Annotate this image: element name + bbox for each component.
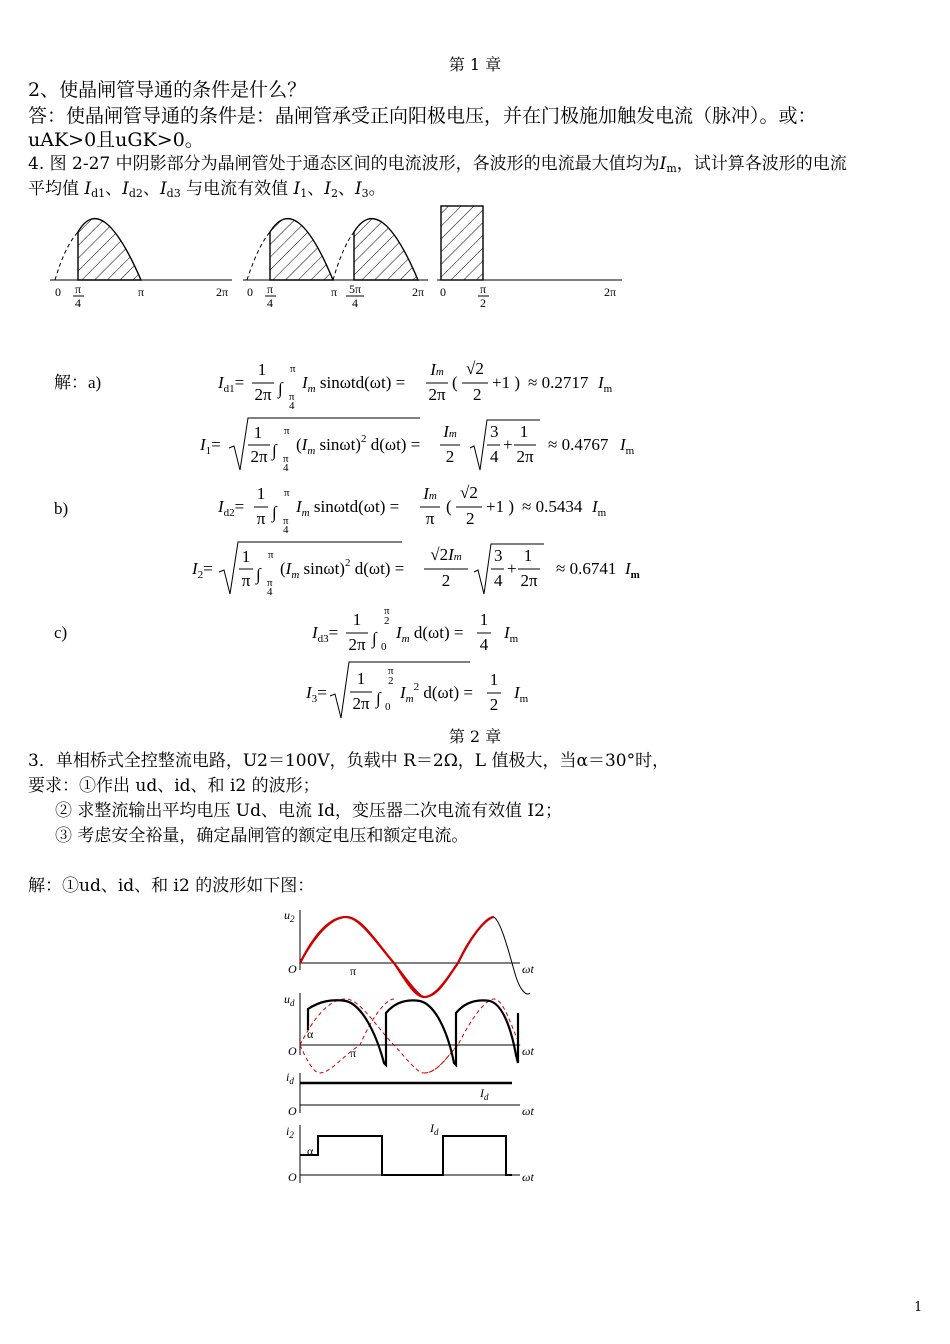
svg-text:π: π — [350, 1046, 357, 1060]
svg-text:2π: 2π — [215, 285, 229, 299]
svg-text:4: 4 — [352, 296, 358, 310]
svg-text:4: 4 — [283, 462, 289, 474]
question-4-line-2: 平均值 $I_{d1}$、$I_{d2}$、$I_{d3}$ 与电流有效值 $I_1$、$I_2$、$I_3$。 — [28, 179, 386, 200]
svg-text:0: 0 — [440, 285, 446, 299]
svg-text:1: 1 — [519, 422, 529, 441]
svg-text:Id: $I_d$ — [480, 1086, 489, 1102]
svg-text:2: 2 — [384, 615, 390, 627]
svg-text:2π: 2π — [516, 447, 534, 466]
svg-text:I2=: $I_2=$ — [192, 559, 213, 581]
svg-text:5π: 5π — [348, 282, 362, 296]
svg-text:π: π — [384, 605, 390, 617]
chapter-1-heading: 第 1 章 — [448, 55, 502, 74]
svg-text:Im: $I_m$ — [620, 435, 635, 457]
svg-text:2: 2 — [445, 447, 455, 466]
svg-text:2: 2 — [480, 296, 486, 310]
waveform-panel-a — [50, 219, 232, 310]
svg-text:4: 4 — [494, 571, 503, 590]
svg-text:1: 1 — [523, 546, 533, 565]
svg-text:O: O — [288, 1044, 297, 1058]
svg-text:4: 4 — [490, 447, 499, 466]
svg-text:π: π — [284, 487, 290, 499]
svg-text:1: 1 — [489, 670, 499, 689]
svg-text:O: O — [288, 962, 297, 976]
equation-i3 — [305, 662, 529, 718]
svg-text:O: O — [288, 1170, 297, 1184]
svg-text:π: π — [425, 509, 435, 528]
svg-text:4: 4 — [267, 296, 273, 310]
equation-id1 — [217, 359, 613, 412]
svg-text:2π: 2π — [520, 571, 538, 590]
svg-text:u2: $u_2$ — [284, 908, 295, 924]
svg-text:4: 4 — [267, 586, 273, 598]
svg-text:2π: 2π — [348, 635, 366, 654]
svg-text:≈ 0.2717: ≈ 0.2717 — [528, 373, 589, 392]
solution-label-a: 解：a) — [54, 373, 102, 392]
svg-text:2π: 2π — [250, 447, 268, 466]
svg-text:∫: ∫ — [272, 503, 277, 522]
svg-text:Im: $I_m$ — [625, 559, 640, 581]
svg-text:Im: $I_m$ — [598, 373, 613, 395]
svg-text:π: π — [283, 453, 289, 465]
svg-text:α: α — [307, 1144, 314, 1158]
svg-text:1: 1 — [479, 610, 489, 629]
svg-text:π: π — [330, 285, 338, 299]
svg-text:Id2=: $I_{d2}=$ — [218, 497, 245, 519]
question-3-line-3: ② 求整流输出平均电压 Ud、电流 Id，变压器二次电流有效值 I2； — [55, 801, 562, 821]
svg-text:+1 ): +1 ) — [486, 497, 514, 516]
svg-text:π: π — [267, 577, 273, 589]
svg-text:2π: 2π — [428, 385, 446, 404]
answer-2-line-1: 答：使晶闸管导通的条件是：晶闸管承受正向阳极电压，并在门极施加触发电流（脉冲）。或： — [28, 105, 817, 127]
svg-text:∫: ∫ — [256, 565, 261, 584]
svg-text:π: π — [137, 285, 145, 299]
svg-text:π: π — [350, 964, 357, 978]
svg-text:π: π — [479, 282, 487, 296]
svg-text:Id1=: $I_{d1}=$ — [218, 373, 245, 395]
question-3-line-1: 3．单相桥式全控整流电路，U2＝100V，负载中 R＝2Ω，L 值极大，当α＝30°时， — [28, 751, 670, 771]
svg-text:π: π — [266, 282, 274, 296]
equation-i2 — [191, 542, 640, 598]
svg-text:∫: ∫ — [272, 441, 277, 460]
svg-text:Im: Im — [430, 360, 444, 379]
waveform-i2 — [286, 1121, 534, 1184]
svg-text:π: π — [283, 515, 289, 527]
equation-i1 — [199, 418, 635, 474]
svg-text:∫: ∫ — [376, 689, 381, 708]
svg-text:(Im sinωt)2 d(ωt) =: ($I_m$ sinωt)$^2$ d(ωt) = — [296, 433, 421, 457]
svg-text:Im: $I_m$ — [592, 497, 607, 519]
svg-text:+: + — [503, 435, 513, 454]
svg-text:π: π — [388, 665, 394, 677]
solution-label-c: c) — [54, 623, 68, 642]
svg-text:π: π — [256, 509, 266, 528]
svg-text:i2: $i_2$ — [286, 1124, 294, 1140]
svg-text:(Im sinωt)2 d(ωt) =: ($I_m$ sinωt)$^2$ d(ωt) = — [280, 557, 405, 581]
svg-text:Im sinωtd(ωt) =: $I_m$ sinωtd(ωt) = — [302, 373, 406, 395]
rectifier-waveforms — [0, 905, 950, 1195]
svg-text:π: π — [290, 363, 296, 375]
svg-text:1: 1 — [257, 360, 267, 379]
solution-label-b: b) — [54, 499, 69, 518]
svg-text:2π: 2π — [411, 285, 425, 299]
svg-text:0: 0 — [385, 701, 391, 713]
svg-text:(: ( — [446, 497, 452, 516]
svg-text:≈ 0.4767: ≈ 0.4767 — [548, 435, 609, 454]
question-2: 2、使晶闸管导通的条件是什么？ — [28, 79, 307, 101]
svg-text:4: 4 — [283, 524, 289, 536]
svg-text:π: π — [268, 549, 274, 561]
svg-text:Im d(ωt) =: $I_m$ d(ωt) = — [396, 623, 464, 645]
svg-text:√2: √2 — [460, 483, 478, 502]
svg-text:1: 1 — [352, 610, 362, 629]
page-number: 1 — [914, 1300, 923, 1315]
svg-text:0: 0 — [55, 285, 61, 299]
svg-text:4: 4 — [289, 400, 295, 412]
svg-text:+: + — [507, 559, 517, 578]
svg-text:2: 2 — [466, 509, 475, 528]
svg-text:π: π — [284, 425, 290, 437]
svg-text:ωt: ωt — [522, 962, 534, 976]
svg-text:2: 2 — [489, 695, 499, 714]
svg-text:0: 0 — [247, 285, 253, 299]
svg-text:1: 1 — [241, 547, 251, 566]
equation-id3 — [311, 605, 519, 654]
svg-text:4: 4 — [479, 635, 489, 654]
chapter-2-heading: 第 2 章 — [448, 727, 502, 746]
svg-text:√2: √2 — [466, 359, 484, 378]
svg-text:3: 3 — [494, 546, 503, 565]
svg-text:π: π — [241, 571, 251, 590]
solution-equations — [0, 350, 950, 720]
svg-text:Im2 d(ωt) =: $I_m^2$ d(ωt) = — [400, 681, 473, 705]
svg-text:∫: ∫ — [372, 629, 377, 648]
svg-text:4: 4 — [75, 296, 81, 310]
answer-2-line-2: uAK>0且uGK>0。 — [28, 129, 204, 151]
svg-text:Id: $I_d$ — [430, 1121, 439, 1137]
answer-3-intro: 解：①ud、id、和 i2 的波形如下图： — [28, 876, 315, 896]
svg-text:α: α — [307, 1027, 314, 1041]
svg-text:3: 3 — [490, 422, 499, 441]
svg-text:≈ 0.6741: ≈ 0.6741 — [556, 559, 617, 578]
svg-text:0: 0 — [381, 641, 387, 653]
svg-text:ωt: ωt — [522, 1104, 534, 1118]
svg-text:ωt: ωt — [522, 1170, 534, 1184]
svg-text:π: π — [289, 391, 295, 403]
waveform-panel-b — [243, 219, 428, 310]
svg-text:2π: 2π — [603, 285, 617, 299]
svg-text:2: 2 — [388, 675, 394, 687]
svg-text:id: $i_d$ — [286, 1070, 294, 1086]
svg-text:2π: 2π — [254, 385, 272, 404]
svg-text:2: 2 — [441, 571, 451, 590]
svg-text:≈ 0.5434: ≈ 0.5434 — [522, 497, 583, 516]
svg-text:I3=: $I_3=$ — [306, 683, 327, 705]
svg-text:Im: $I_m$ — [504, 623, 519, 645]
svg-text:1: 1 — [253, 423, 263, 442]
svg-text:Im sinωtd(ωt) =: $I_m$ sinωtd(ωt) = — [296, 497, 400, 519]
equation-id2 — [217, 483, 607, 536]
svg-text:+1 ): +1 ) — [492, 373, 520, 392]
svg-text:Im: Im — [443, 422, 457, 441]
waveform-id — [286, 1070, 534, 1118]
svg-text:1: 1 — [256, 484, 266, 503]
svg-text:Im: Im — [423, 484, 437, 503]
question-3-line-4: ③ 考虑安全裕量，确定晶闸管的额定电压和额定电流。 — [55, 826, 469, 846]
waveform-u2 — [284, 908, 534, 997]
question-3-line-2: 要求：①作出 ud、id、和 i2 的波形； — [28, 776, 320, 796]
svg-text:(: ( — [452, 373, 458, 392]
figure-2-27 — [0, 196, 950, 326]
svg-text:2: 2 — [473, 385, 482, 404]
svg-text:I1=: $I_1=$ — [200, 435, 221, 457]
question-4-line-1: 4. 图 2-27 中阴影部分为晶闸管处于通态区间的电流波形，各波形的电流最大值均为$I_m$，试计算各波形的电流 — [28, 154, 847, 175]
svg-text:ud: $u_d$ — [284, 992, 295, 1008]
svg-text:∫: ∫ — [278, 379, 283, 398]
svg-text:2π: 2π — [352, 694, 370, 713]
svg-text:O: O — [288, 1104, 297, 1118]
svg-text:√2Im: √2Im — [430, 545, 462, 564]
svg-text:ωt: ωt — [522, 1044, 534, 1058]
waveform-panel-c — [437, 206, 622, 310]
svg-text:Im: $I_m$ — [514, 683, 529, 705]
waveform-ud — [284, 992, 534, 1073]
svg-text:1: 1 — [356, 669, 366, 688]
svg-text:π: π — [74, 282, 82, 296]
svg-text:Id3=: $I_{d3}=$ — [312, 623, 339, 645]
